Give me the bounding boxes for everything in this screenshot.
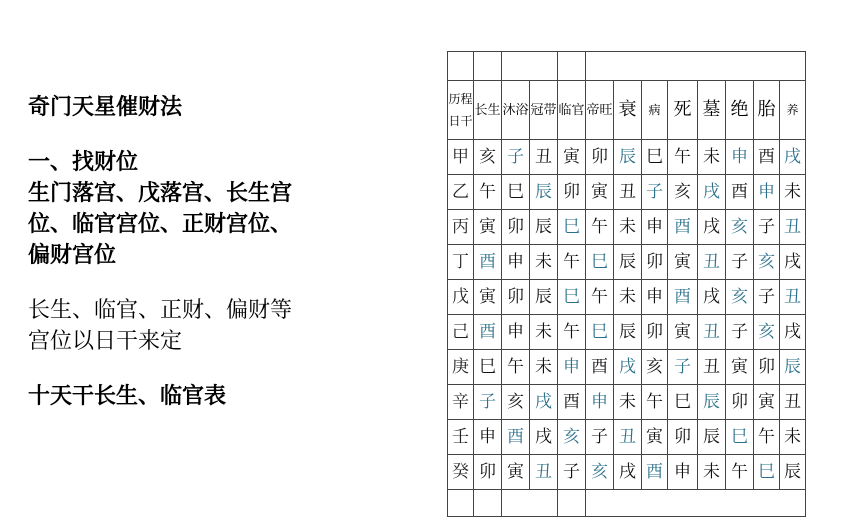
branch-cell: 申: [754, 175, 780, 210]
branch-cell: 巳: [754, 455, 780, 490]
branch-cell: 子: [726, 245, 754, 280]
table-bottom-row: [448, 490, 806, 517]
branch-cell: 丑: [614, 175, 642, 210]
column-header: 衰: [614, 81, 642, 140]
branch-cell: 未: [530, 245, 558, 280]
table-row: [448, 315, 806, 350]
branch-cell: 未: [614, 385, 642, 420]
table-row: [448, 140, 806, 175]
table-cell: [448, 490, 474, 517]
branch-cell: 丑: [698, 350, 726, 385]
branch-cell: 子: [586, 420, 614, 455]
branch-cell: 巳: [642, 140, 668, 175]
stem-cell: 己: [448, 315, 474, 350]
branch-cell: 亥: [642, 350, 668, 385]
section3-heading: 十天干长生、临官表: [28, 384, 227, 409]
stem-cell: 丙: [448, 210, 474, 245]
branch-cell: 巳: [726, 420, 754, 455]
branch-cell: 卯: [642, 245, 668, 280]
branch-cell: 戌: [780, 245, 806, 280]
branch-cell: 巳: [474, 350, 502, 385]
column-header: 沐浴: [502, 81, 530, 140]
section2-line-2: 宫位以日干来定: [28, 329, 183, 354]
branch-cell: 戌: [698, 280, 726, 315]
branch-cell: 巳: [668, 385, 698, 420]
table-row: [448, 385, 806, 420]
branch-cell: 戌: [780, 315, 806, 350]
branch-cell: 卯: [586, 140, 614, 175]
branch-cell: 卯: [668, 420, 698, 455]
branch-cell: 酉: [474, 315, 502, 350]
table-cell: [586, 490, 806, 517]
branch-cell: 子: [558, 455, 586, 490]
branch-cell: 寅: [502, 455, 530, 490]
branch-cell: 子: [726, 315, 754, 350]
stem-cell: 庚: [448, 350, 474, 385]
table-header-row: [448, 81, 806, 140]
table-cell: [448, 52, 474, 81]
branch-cell: 申: [668, 455, 698, 490]
table-cell: [474, 52, 502, 81]
branch-cell: 辰: [530, 280, 558, 315]
branch-cell: 寅: [558, 140, 586, 175]
branch-cell: 卯: [502, 210, 530, 245]
branch-cell: 酉: [586, 350, 614, 385]
branch-cell: 巳: [586, 245, 614, 280]
branch-cell: 午: [558, 245, 586, 280]
stems-table: [447, 51, 806, 517]
branch-cell: 未: [530, 315, 558, 350]
branch-cell: 申: [642, 210, 668, 245]
stem-cell: 辛: [448, 385, 474, 420]
table-cell: [558, 52, 586, 81]
stem-cell: 壬: [448, 420, 474, 455]
table-row: [448, 455, 806, 490]
branch-cell: 午: [754, 420, 780, 455]
branch-cell: 卯: [502, 280, 530, 315]
column-header: 墓: [698, 81, 726, 140]
branch-cell: 申: [726, 140, 754, 175]
branch-cell: 戌: [614, 350, 642, 385]
branch-cell: 酉: [642, 455, 668, 490]
branch-cell: 丑: [530, 455, 558, 490]
branch-cell: 亥: [754, 315, 780, 350]
branch-cell: 午: [474, 175, 502, 210]
branch-cell: 辰: [530, 210, 558, 245]
branch-cell: 丑: [698, 245, 726, 280]
branch-cell: 巳: [558, 280, 586, 315]
branch-cell: 酉: [726, 175, 754, 210]
section1-line-3: 偏财宫位: [28, 243, 117, 268]
branch-cell: 午: [668, 140, 698, 175]
table-row: [448, 420, 806, 455]
column-header: 死: [668, 81, 698, 140]
branch-cell: 子: [502, 140, 530, 175]
branch-cell: 戌: [698, 210, 726, 245]
page-title: 奇门天星催财法: [28, 95, 183, 120]
branch-cell: 寅: [668, 245, 698, 280]
branch-cell: 亥: [726, 210, 754, 245]
branch-cell: 未: [614, 280, 642, 315]
branch-cell: 午: [502, 350, 530, 385]
column-header: 绝: [726, 81, 754, 140]
table-row: [448, 245, 806, 280]
branch-cell: 亥: [754, 245, 780, 280]
branch-cell: 酉: [474, 245, 502, 280]
section2-line-1: 长生、临官、正财、偏财等: [28, 298, 293, 323]
branch-cell: 子: [754, 280, 780, 315]
table-row: [448, 210, 806, 245]
branch-cell: 丑: [780, 280, 806, 315]
branch-cell: 申: [474, 420, 502, 455]
branch-cell: 辰: [530, 175, 558, 210]
branch-cell: 巳: [586, 315, 614, 350]
branch-cell: 戌: [530, 420, 558, 455]
table-cell: [502, 52, 558, 81]
branch-cell: 申: [502, 245, 530, 280]
branch-cell: 丑: [530, 140, 558, 175]
table-row: [448, 175, 806, 210]
stems-table-container: [447, 51, 805, 515]
branch-cell: 酉: [668, 280, 698, 315]
branch-cell: 亥: [668, 175, 698, 210]
table-cell: [474, 490, 502, 517]
branch-cell: 巳: [502, 175, 530, 210]
table-top-row: [448, 52, 806, 81]
branch-cell: 寅: [754, 385, 780, 420]
branch-cell: 巳: [558, 210, 586, 245]
branch-cell: 亥: [474, 140, 502, 175]
branch-cell: 午: [642, 385, 668, 420]
text-panel: [28, 92, 358, 412]
branch-cell: 辰: [780, 455, 806, 490]
table-cell: [558, 490, 586, 517]
branch-cell: 亥: [586, 455, 614, 490]
stem-cell: 甲: [448, 140, 474, 175]
branch-cell: 卯: [726, 385, 754, 420]
branch-cell: 辰: [698, 385, 726, 420]
branch-cell: 卯: [642, 315, 668, 350]
branch-cell: 亥: [726, 280, 754, 315]
branch-cell: 辰: [780, 350, 806, 385]
branch-cell: 辰: [614, 315, 642, 350]
branch-cell: 申: [586, 385, 614, 420]
branch-cell: 酉: [558, 385, 586, 420]
branch-cell: 未: [780, 175, 806, 210]
branch-cell: 申: [558, 350, 586, 385]
branch-cell: 卯: [558, 175, 586, 210]
branch-cell: 丑: [780, 210, 806, 245]
branch-cell: 辰: [614, 245, 642, 280]
branch-cell: 寅: [474, 210, 502, 245]
branch-cell: 寅: [726, 350, 754, 385]
branch-cell: 酉: [754, 140, 780, 175]
branch-cell: 戌: [698, 175, 726, 210]
branch-cell: 戌: [780, 140, 806, 175]
stem-cell: 乙: [448, 175, 474, 210]
section1-line-2: 位、临官宫位、正财宫位、: [28, 212, 293, 237]
branch-cell: 丑: [614, 420, 642, 455]
stem-cell: 癸: [448, 455, 474, 490]
branch-cell: 卯: [474, 455, 502, 490]
corner-line-1: 历程: [448, 92, 473, 106]
stem-cell: 戊: [448, 280, 474, 315]
stem-cell: 丁: [448, 245, 474, 280]
branch-cell: 午: [586, 280, 614, 315]
branch-cell: 午: [586, 210, 614, 245]
branch-cell: 未: [698, 140, 726, 175]
branch-cell: 辰: [698, 420, 726, 455]
branch-cell: 丑: [780, 385, 806, 420]
column-header: 帝旺: [586, 81, 614, 140]
branch-cell: 辰: [614, 140, 642, 175]
branch-cell: 未: [698, 455, 726, 490]
branch-cell: 寅: [586, 175, 614, 210]
branch-cell: 戌: [614, 455, 642, 490]
column-header: 胎: [754, 81, 780, 140]
branch-cell: 未: [780, 420, 806, 455]
column-header: 长生: [474, 81, 502, 140]
branch-cell: 寅: [642, 420, 668, 455]
branch-cell: 亥: [502, 385, 530, 420]
branch-cell: 寅: [474, 280, 502, 315]
branch-cell: 子: [474, 385, 502, 420]
branch-cell: 戌: [530, 385, 558, 420]
branch-cell: 申: [642, 280, 668, 315]
branch-cell: 午: [726, 455, 754, 490]
branch-cell: 亥: [558, 420, 586, 455]
table-row: [448, 350, 806, 385]
table-corner-header: [448, 81, 474, 140]
table-cell: [502, 490, 558, 517]
branch-cell: 丑: [698, 315, 726, 350]
column-header: 冠带: [530, 81, 558, 140]
table-cell: [586, 52, 806, 81]
branch-cell: 午: [558, 315, 586, 350]
branch-cell: 未: [614, 210, 642, 245]
branch-cell: 酉: [502, 420, 530, 455]
branch-cell: 卯: [754, 350, 780, 385]
branch-cell: 子: [668, 350, 698, 385]
column-header: 养: [780, 81, 806, 140]
branch-cell: 子: [754, 210, 780, 245]
branch-cell: 酉: [668, 210, 698, 245]
column-header: 病: [642, 81, 668, 140]
table-row: [448, 280, 806, 315]
section1-line-1: 生门落宫、戊落宫、长生宫: [28, 181, 293, 206]
branch-cell: 未: [530, 350, 558, 385]
branch-cell: 申: [502, 315, 530, 350]
corner-line-2: 日干: [448, 114, 473, 128]
branch-cell: 寅: [668, 315, 698, 350]
section1-heading: 一、找财位: [28, 150, 139, 175]
column-header: 临官: [558, 81, 586, 140]
branch-cell: 子: [642, 175, 668, 210]
